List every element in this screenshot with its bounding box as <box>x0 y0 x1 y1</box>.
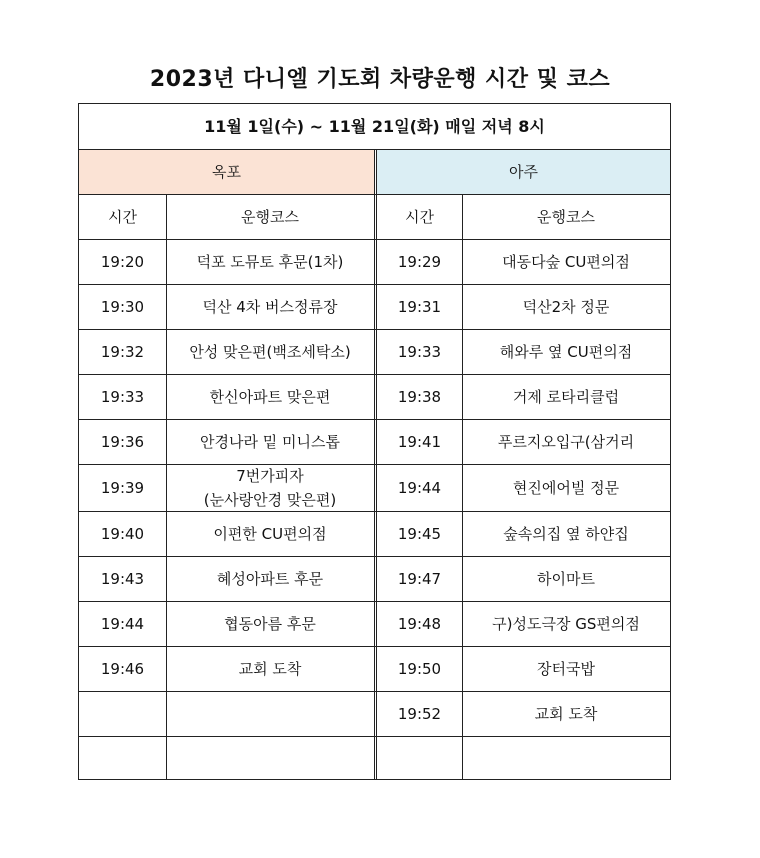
right-time-cell: 19:48 <box>397 614 442 633</box>
left-time-cell: 19:33 <box>100 387 145 406</box>
right-time-cell: 19:31 <box>397 297 442 316</box>
right-course-cell: 교회 도착 <box>534 704 598 723</box>
left-course-cell: 안경나라 밑 미니스톱 <box>200 432 340 451</box>
left-time-cell: 19:36 <box>100 432 145 451</box>
subtitle-row <box>79 104 670 149</box>
right-course-cell: 거제 로타리클럽 <box>512 387 620 406</box>
right-course-header: 운행코스 <box>537 207 595 226</box>
left-course-cell: 교회 도착 <box>238 659 302 678</box>
left-time-cell: 19:39 <box>100 478 145 497</box>
left-course-cell: 덕포 도뮤토 후문(1차) <box>196 252 344 271</box>
right-time-cell: 19:29 <box>397 252 442 271</box>
left-time-cell: 19:43 <box>100 569 145 588</box>
right-time-cell: 19:45 <box>397 524 442 543</box>
right-time-cell: 19:33 <box>397 342 442 361</box>
right-time-cell: 19:50 <box>397 659 442 678</box>
grid-line <box>376 149 377 779</box>
left-time-cell <box>79 736 166 779</box>
right-course-cell: 덕산2차 정문 <box>522 297 610 316</box>
left-course-cell: 혜성아파트 후문 <box>216 569 324 588</box>
left-time-cell: 19:44 <box>100 614 145 633</box>
right-time-cell: 19:47 <box>397 569 442 588</box>
left-course-header: 운행코스 <box>241 207 299 226</box>
left-course-cell: 한신아파트 맞은편 <box>209 387 331 406</box>
schedule-subtitle: 11월 1일(수) ~ 11월 21일(화) 매일 저녁 8시 <box>204 116 545 136</box>
page-title: 2023년 다니엘 기도회 차량운행 시간 및 코스 <box>149 67 611 92</box>
left-course-cell <box>166 736 374 779</box>
right-course-cell: 장터국밥 <box>537 659 595 678</box>
left-time-header: 시간 <box>108 207 137 226</box>
left-time-cell: 19:46 <box>100 659 145 678</box>
left-course-cell <box>166 691 374 736</box>
right-time-cell: 19:44 <box>397 478 442 497</box>
left-time-cell: 19:30 <box>100 297 145 316</box>
right-course-cell: 푸르지오입구(삼거리 <box>497 432 635 451</box>
left-course-cell: 7번가피자 (눈사랑안경 맞은편) <box>203 466 337 509</box>
right-course-cell: 구)성도극장 GS편의점 <box>492 614 640 633</box>
left-time-cell: 19:40 <box>100 524 145 543</box>
right-course-cell: 대동다숲 CU편의점 <box>502 252 630 271</box>
region-okpo-header: 옥포 <box>79 149 374 194</box>
left-course-cell: 덕산 4차 버스정류장 <box>202 297 338 316</box>
right-course-cell: 현진에어빌 정문 <box>512 478 620 497</box>
grid-line <box>374 149 375 779</box>
region-aju-header: 아주 <box>377 149 670 194</box>
left-time-cell: 19:20 <box>100 252 145 271</box>
left-time-cell <box>79 691 166 736</box>
right-course-cell: 숲속의집 옆 하얀집 <box>503 524 629 543</box>
schedule-table <box>78 103 671 780</box>
grid-line <box>166 194 167 779</box>
right-time-cell <box>377 736 462 779</box>
right-course-cell: 해와루 옆 CU편의점 <box>499 342 633 361</box>
left-course-cell: 이편한 CU편의점 <box>213 524 327 543</box>
right-time-header: 시간 <box>405 207 434 226</box>
right-course-cell <box>462 736 670 779</box>
right-course-cell: 하이마트 <box>537 569 595 588</box>
grid-line <box>462 194 463 779</box>
left-course-cell: 안성 맞은편(백조세탁소) <box>189 342 351 361</box>
right-time-cell: 19:52 <box>397 704 442 723</box>
left-course-cell: 협동아름 후문 <box>224 614 316 633</box>
left-time-cell: 19:32 <box>100 342 145 361</box>
right-time-cell: 19:41 <box>397 432 442 451</box>
right-time-cell: 19:38 <box>397 387 442 406</box>
